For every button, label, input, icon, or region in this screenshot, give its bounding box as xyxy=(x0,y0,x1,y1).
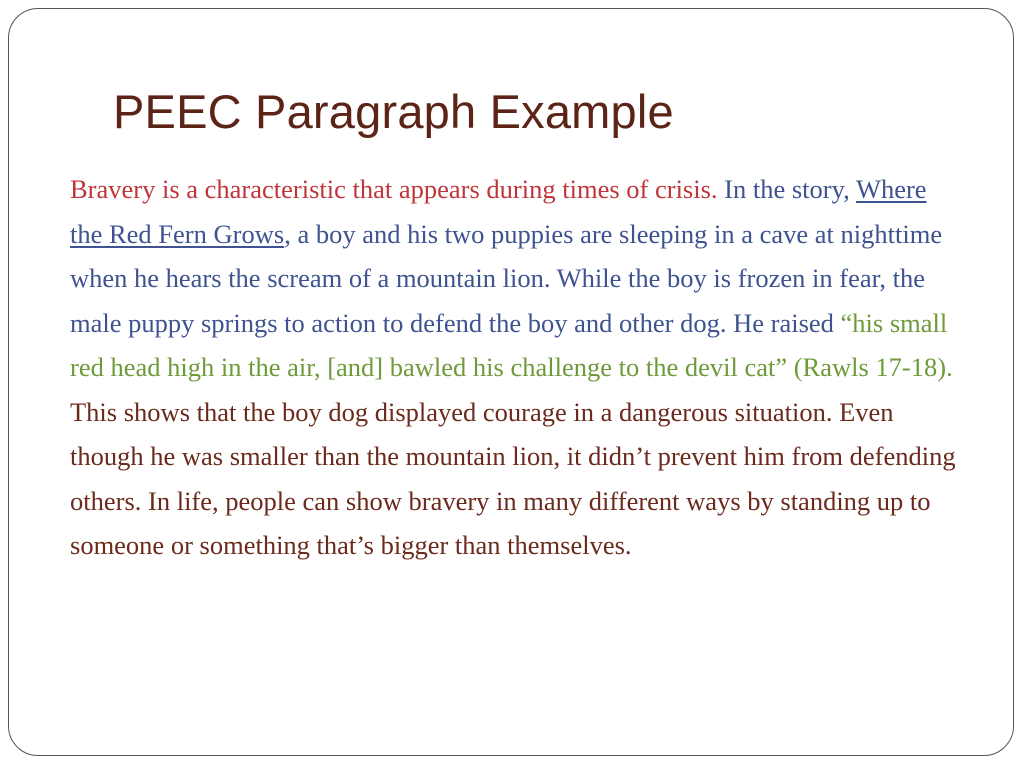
context-sentences: , a boy and his two puppies are sleeping in a cave at nighttime when he hears the scream of a mountain lion. While the boy is frozen in fear, the male puppy springs to action to defend the boy and other dog. He raised xyxy=(70,218,943,338)
slide-title: PEEC Paragraph Example xyxy=(113,85,674,138)
peec-paragraph xyxy=(70,167,960,568)
explanation-sentences: This shows that the boy dog displayed courage in a dangerous situation. Even though he was smaller than the mountain lion, it didn’t prevent him from defending others. In life, people can show bravery in many different ways by standing up to someone or something that’s bigger than themselves. xyxy=(70,396,956,560)
evidence-quote: “his small red head high in the air, [and] bawled his challenge to the devil cat” (Rawls 17-18). xyxy=(70,307,953,382)
context-intro: In the story, xyxy=(724,174,850,204)
book-title: Where the Red Fern Grows xyxy=(70,174,927,249)
claim-sentence: Bravery is a characteristic that appears during times of crisis. xyxy=(70,174,718,204)
